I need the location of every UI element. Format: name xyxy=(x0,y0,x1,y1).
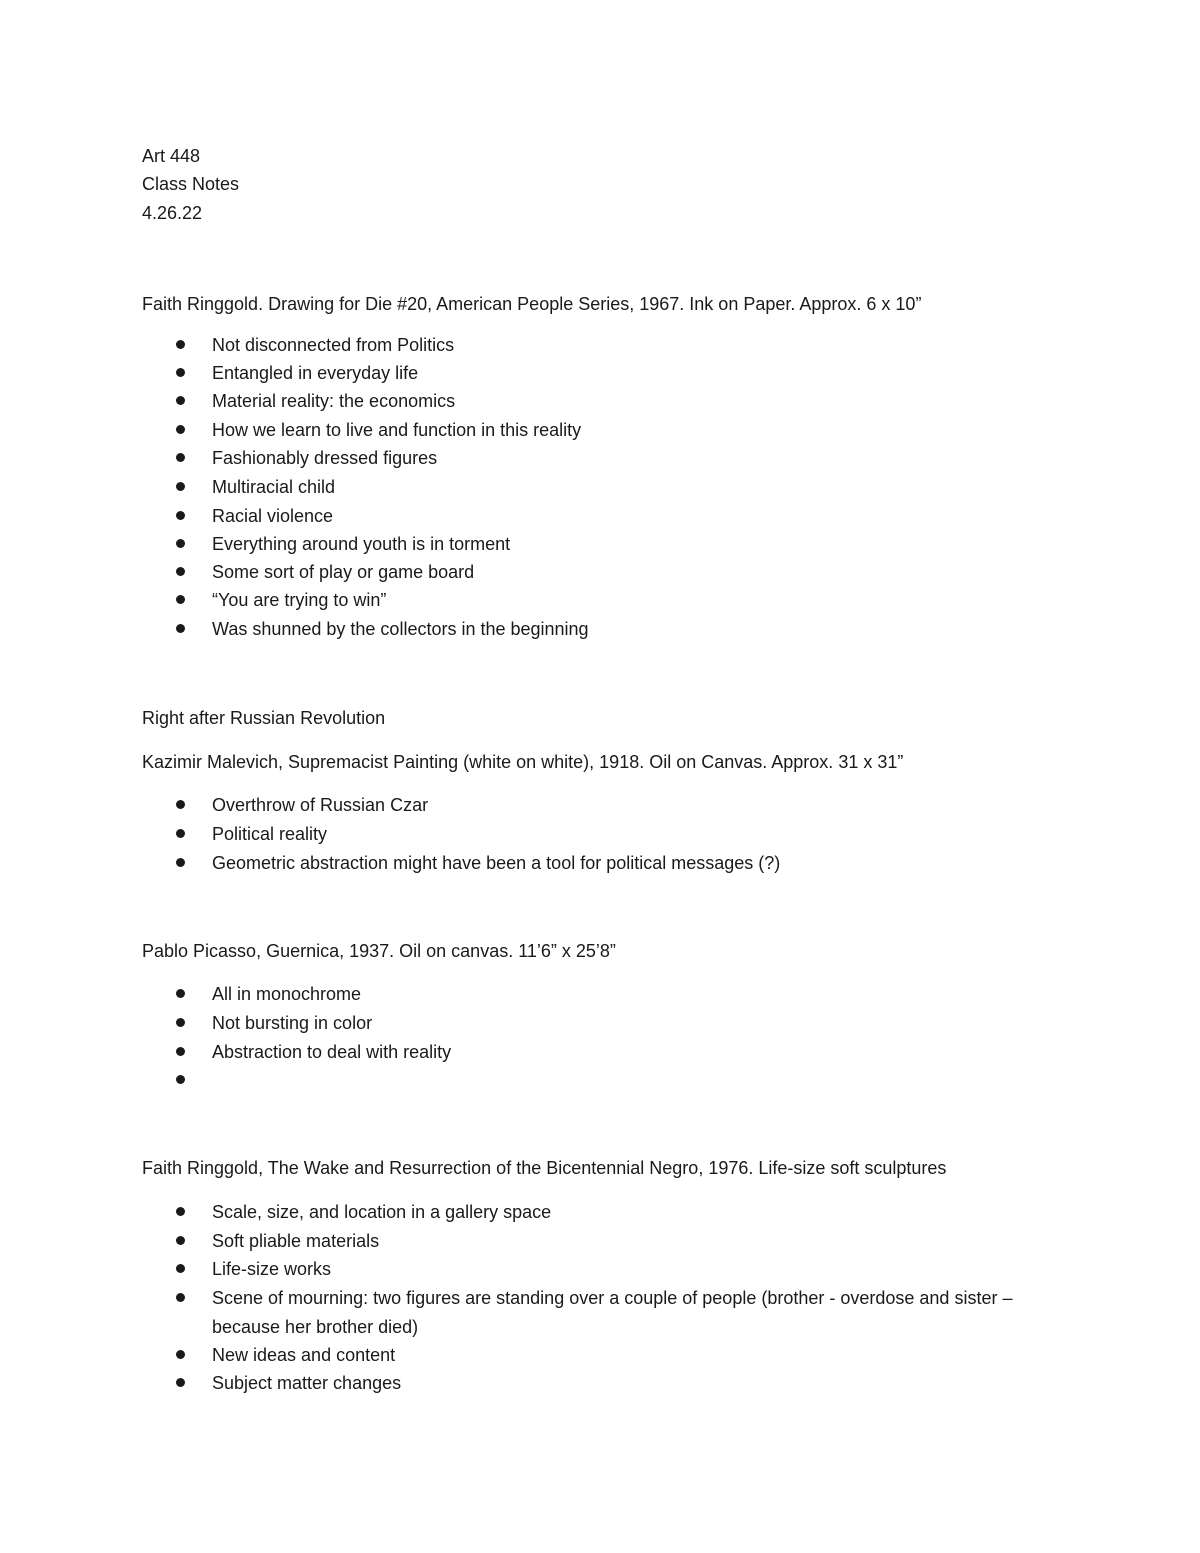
bullet-icon xyxy=(176,425,185,434)
bullet-icon xyxy=(176,1075,185,1084)
section-heading: Faith Ringgold, The Wake and Resurrection of the Bicentennial Negro, 1976. Life-size soft sculptures xyxy=(142,1158,947,1178)
bullet-icon xyxy=(176,989,185,998)
bullet-icon xyxy=(176,340,185,349)
section-subheading: Right after Russian Revolution xyxy=(142,708,386,728)
section-heading: Faith Ringgold. Drawing for Die #20, American People Series, 1967. Ink on Paper. Approx. 6 x 10” xyxy=(142,294,922,314)
bullet-icon xyxy=(176,368,185,377)
section-heading: Kazimir Malevich, Supremacist Painting (white on white), 1918. Oil on Canvas. Approx. 31 x 31” xyxy=(142,752,904,772)
bullet-icon xyxy=(176,1378,185,1387)
bullet-icon xyxy=(176,1236,185,1245)
bullet-icon xyxy=(176,1264,185,1273)
bullet-icon xyxy=(176,858,185,867)
bullet-icon xyxy=(176,1018,185,1027)
bullet-icon xyxy=(176,1047,185,1056)
bullet-icon xyxy=(176,511,185,520)
bullet-icon xyxy=(176,453,185,462)
bullet-icon xyxy=(176,624,185,633)
bullet-icon xyxy=(176,539,185,548)
document-date: 4.26.22 xyxy=(142,203,203,223)
bullet-icon xyxy=(176,1207,185,1216)
bullet-icon xyxy=(176,567,185,576)
document-page: Art 448 Class Notes 4.26.22 Faith Ringgold. Drawing for Die #20, American People Series, 1967. Ink on Paper. Approx. 6 x 10” Not disconnected from Politics Entangled in everyday life Material reality: the economics How we learn to live and function in this reality Fashionably dressed figures Multiracial child Racial violence Everything around youth is in torment Some sort of play or game board “You are trying to win” Was shunned by the collectors in the beginning Right after Russian Revolution Kazimir Malevich, Supremacist Painting (white on white), 1918. Oil on Canvas. Approx. 31 x 31” Overthrow of Russian Czar Political reality Geometric abstraction might have been a tool for political messages (?) Pablo Picasso, Guernica, 1937. Oil on canvas. 11’6” x 25’8” All in monochrome Not bursting in color Abstraction to deal with reality Faith Ringgold, The Wake and Resurrection of the Bicentennial Negro, 1976. Life-size soft sculptures Scale, size, and location in a gallery space Soft pliable materials Life-size works Scene of mourning: two figures are standing over a couple of people (brother - overdose and sister – because her brother died) New ideas and content Subject matter changes xyxy=(142,146,1013,1393)
bullet-icon xyxy=(176,595,185,604)
course-title: Art 448 xyxy=(142,146,201,166)
bullet-icon xyxy=(176,482,185,491)
bullet-icon xyxy=(176,800,185,809)
bullet-icon xyxy=(176,1350,185,1359)
bullet-icon xyxy=(176,396,185,405)
section-heading: Pablo Picasso, Guernica, 1937. Oil on canvas. 11’6” x 25’8” xyxy=(142,941,616,961)
bullet-icon xyxy=(176,1293,185,1302)
bullet-icon xyxy=(176,829,185,838)
document-title: Class Notes xyxy=(142,174,240,194)
